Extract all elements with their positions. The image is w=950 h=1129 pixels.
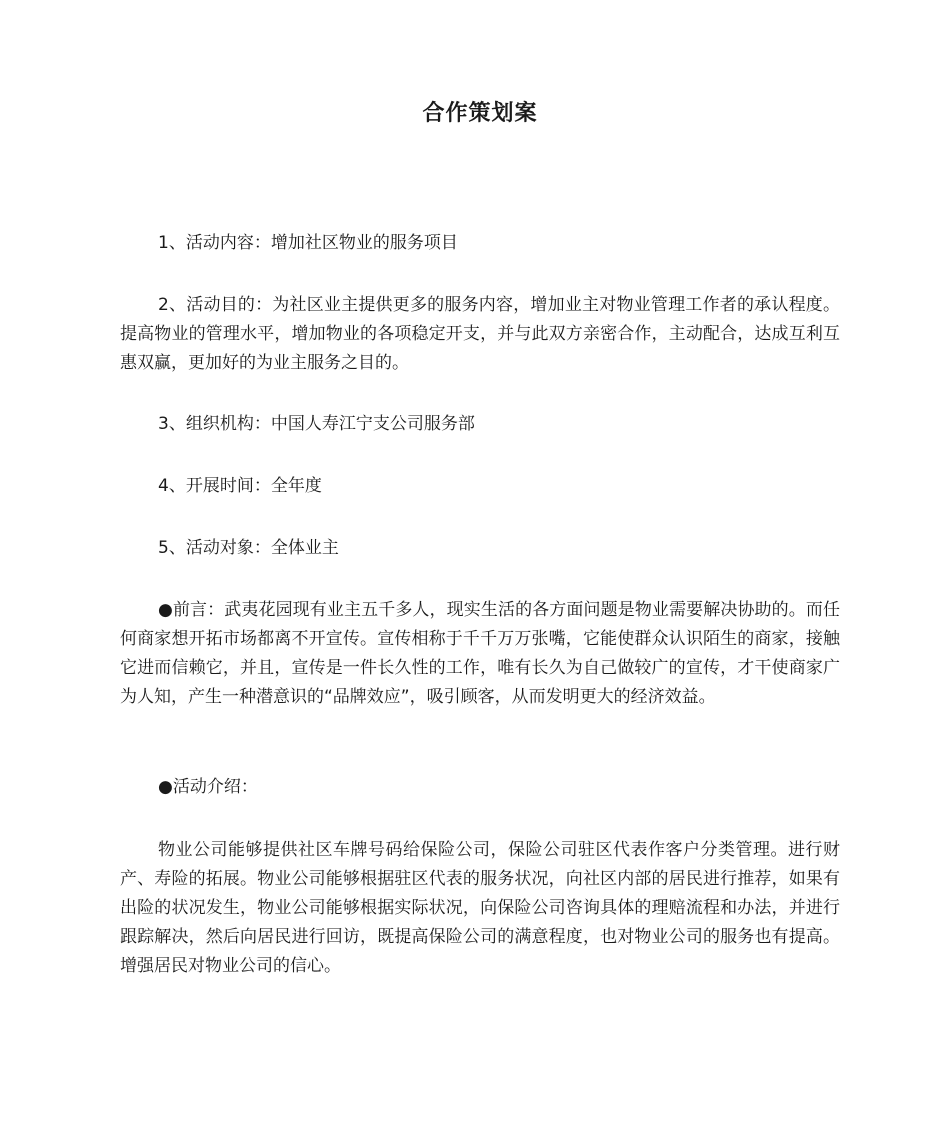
document-title: 合作策划案 xyxy=(422,101,538,126)
paragraph-activity-purpose: 2、活动目的：为社区业主提供更多的服务内容，增加业主对物业管理工作者的承认程度。提高物业的管理水平，增加物业的各项稳定开支，并与此双方亲密合作，主动配合，达成互利互惠双赢，更加好的为业主服务之目的。 xyxy=(120,295,840,373)
paragraph-preface: ●前言：武夷花园现有业主五千多人，现实生活的各方面问题是物业需要解决协助的。而任何商家想开拓市场都离不开宣传。宣传相称于千千万万张嘴，它能使群众认识陌生的商家，接触它进而信赖它，并且，宣传是一件长久性的工作，唯有长久为自己做较广的宣传，才干使商家广为人知，产生一种潜意识的“品牌效应”，吸引顾客，从而发明更大的经济效益。 xyxy=(120,600,840,707)
paragraph-organization: 3、组织机构：中国人寿江宁支公司服务部 xyxy=(158,414,475,434)
paragraph-activity-content: 1、活动内容：增加社区物业的服务项目 xyxy=(158,233,458,253)
paragraph-intro-heading: ●活动介绍： xyxy=(158,777,258,797)
paragraph-schedule: 4、开展时间：全年度 xyxy=(158,476,322,496)
paragraph-intro-body: 物业公司能够提供社区车牌号码给保险公司，保险公司驻区代表作客户分类管理。进行财产、寿险的拓展。物业公司能够根据驻区代表的服务状况，向社区内部的居民进行推荐，如果有出险的状况发生，物业公司能够根据实际状况，向保险公司咨询具体的理赔流程和办法，并进行跟踪解决，然后向居民进行回访，既提高保险公司的满意程度，也对物业公司的服务也有提高。增强居民对物业公司的信心。 xyxy=(120,840,840,976)
paragraph-target-audience: 5、活动对象：全体业主 xyxy=(158,538,339,558)
